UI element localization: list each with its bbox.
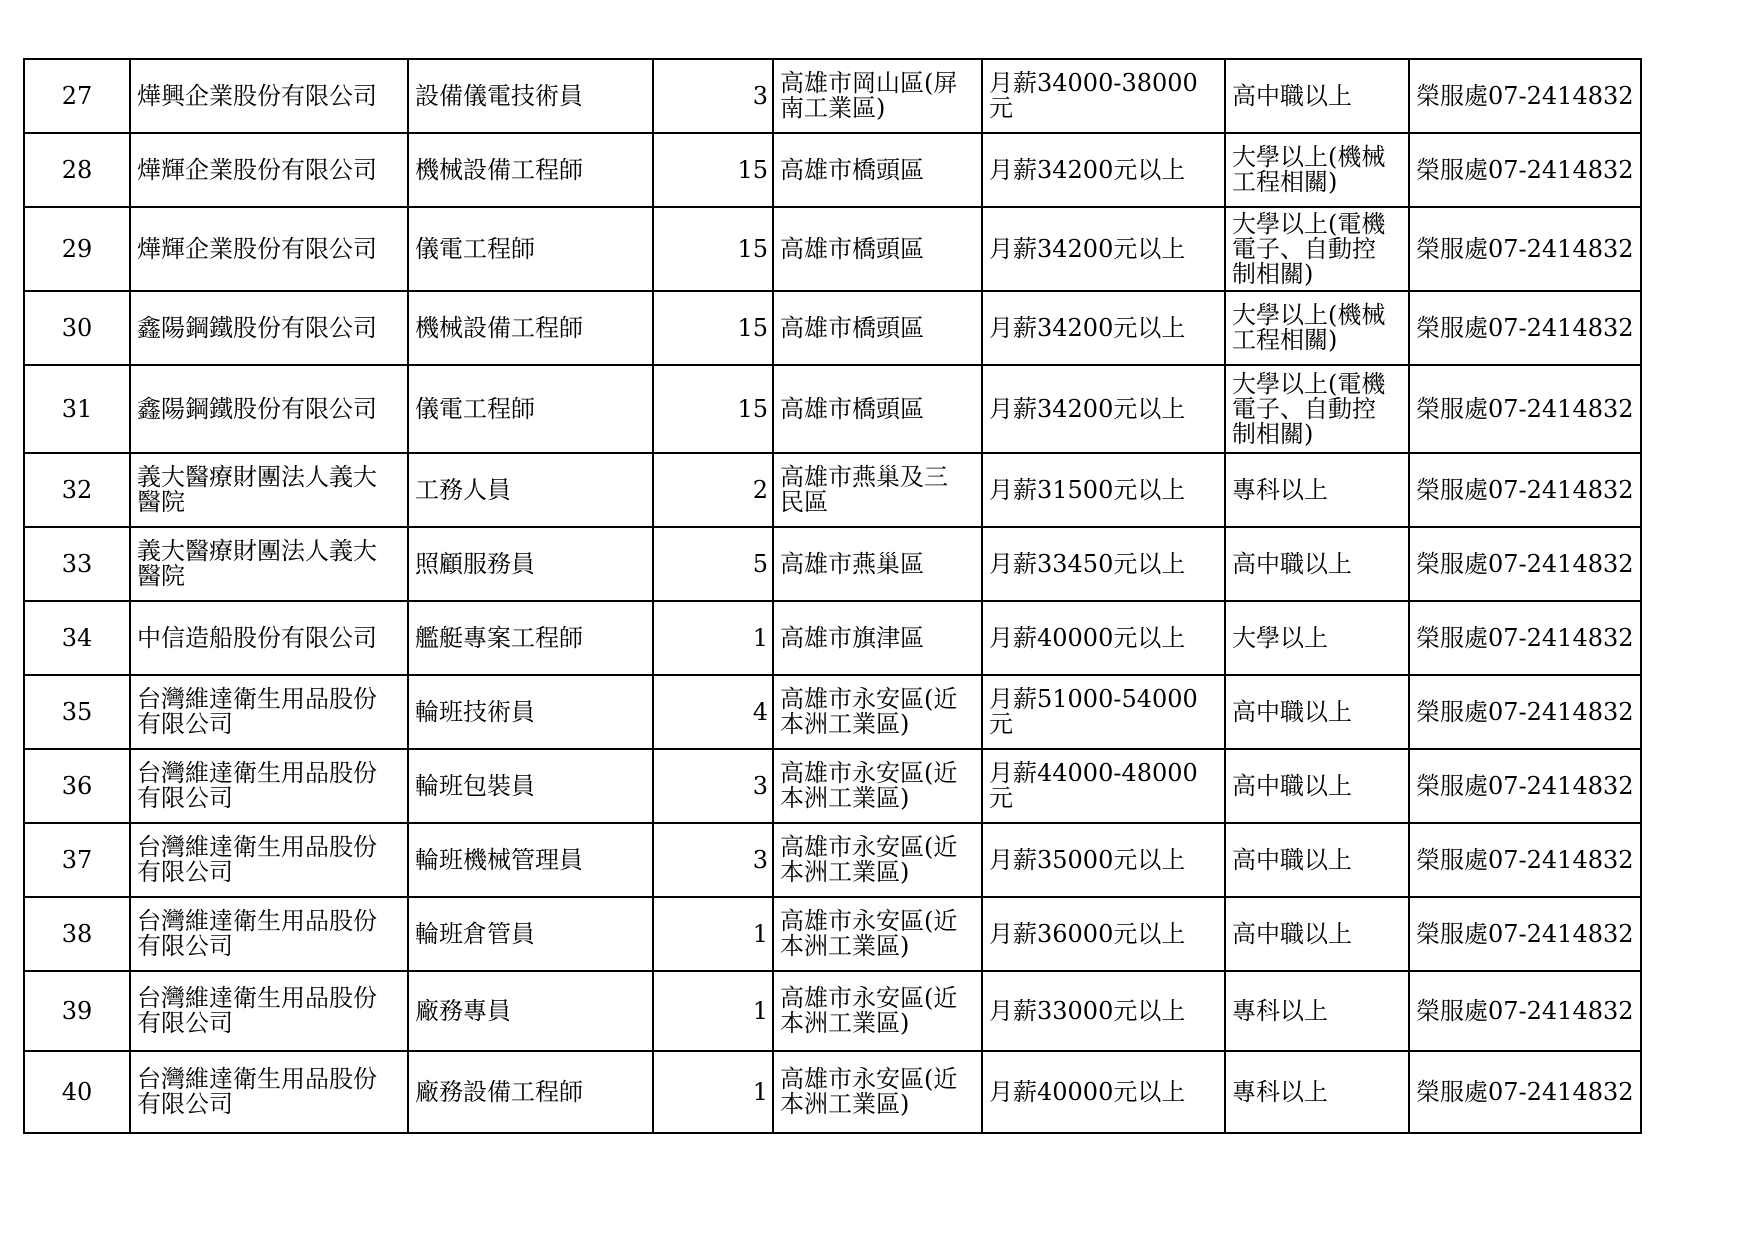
row-number-cell: 36 — [24, 749, 130, 823]
work-location-cell: 高雄市永安區(近 本洲工業區) — [773, 749, 982, 823]
job-title-cell: 輪班機械管理員 — [408, 823, 653, 897]
education-requirement-cell: 大學以上(機械 工程相關) — [1225, 291, 1409, 365]
opening-count-cell: 15 — [653, 133, 773, 207]
company-name-cell: 中信造船股份有限公司 — [130, 601, 408, 675]
row-number-cell: 33 — [24, 527, 130, 601]
job-title-cell: 機械設備工程師 — [408, 291, 653, 365]
row-number-cell: 32 — [24, 453, 130, 527]
work-location-cell: 高雄市橋頭區 — [773, 133, 982, 207]
table-row — [24, 527, 1641, 601]
salary-cell: 月薪34200元以上 — [982, 133, 1225, 207]
contact-info-cell: 榮服處07-2414832 — [1409, 971, 1641, 1051]
table-row — [24, 365, 1641, 453]
company-name-cell: 台灣維達衛生用品股份 有限公司 — [130, 823, 408, 897]
work-location-cell: 高雄市永安區(近 本洲工業區) — [773, 675, 982, 749]
job-title-cell: 廠務專員 — [408, 971, 653, 1051]
job-title-cell: 儀電工程師 — [408, 365, 653, 453]
job-title-cell: 廠務設備工程師 — [408, 1051, 653, 1133]
row-number-cell: 39 — [24, 971, 130, 1051]
row-number-cell: 28 — [24, 133, 130, 207]
table-row — [24, 453, 1641, 527]
job-title-cell: 輪班技術員 — [408, 675, 653, 749]
salary-cell: 月薪34000-38000元 — [982, 59, 1225, 133]
table-row — [24, 823, 1641, 897]
opening-count-cell: 15 — [653, 207, 773, 291]
job-title-cell: 輪班倉管員 — [408, 897, 653, 971]
contact-info-cell: 榮服處07-2414832 — [1409, 291, 1641, 365]
work-location-cell: 高雄市旗津區 — [773, 601, 982, 675]
education-requirement-cell: 專科以上 — [1225, 453, 1409, 527]
contact-info-cell: 榮服處07-2414832 — [1409, 59, 1641, 133]
company-name-cell: 台灣維達衛生用品股份 有限公司 — [130, 749, 408, 823]
row-number-cell: 40 — [24, 1051, 130, 1133]
salary-cell: 月薪51000-54000元 — [982, 675, 1225, 749]
education-requirement-cell: 大學以上(電機 電子、自動控 制相關) — [1225, 365, 1409, 453]
row-number-cell: 29 — [24, 207, 130, 291]
row-number-cell: 37 — [24, 823, 130, 897]
opening-count-cell: 15 — [653, 365, 773, 453]
education-requirement-cell: 高中職以上 — [1225, 675, 1409, 749]
education-requirement-cell: 大學以上(機械 工程相關) — [1225, 133, 1409, 207]
row-number-cell: 31 — [24, 365, 130, 453]
company-name-cell: 台灣維達衛生用品股份 有限公司 — [130, 971, 408, 1051]
contact-info-cell: 榮服處07-2414832 — [1409, 453, 1641, 527]
salary-cell: 月薪44000-48000元 — [982, 749, 1225, 823]
education-requirement-cell: 高中職以上 — [1225, 527, 1409, 601]
education-requirement-cell: 高中職以上 — [1225, 749, 1409, 823]
salary-cell: 月薪36000元以上 — [982, 897, 1225, 971]
work-location-cell: 高雄市永安區(近 本洲工業區) — [773, 897, 982, 971]
opening-count-cell: 4 — [653, 675, 773, 749]
work-location-cell: 高雄市岡山區(屏 南工業區) — [773, 59, 982, 133]
contact-info-cell: 榮服處07-2414832 — [1409, 749, 1641, 823]
salary-cell: 月薪40000元以上 — [982, 601, 1225, 675]
table-row — [24, 207, 1641, 291]
table-row — [24, 601, 1641, 675]
table-row — [24, 749, 1641, 823]
work-location-cell: 高雄市永安區(近 本洲工業區) — [773, 823, 982, 897]
opening-count-cell: 3 — [653, 749, 773, 823]
work-location-cell: 高雄市橋頭區 — [773, 207, 982, 291]
table-row — [24, 675, 1641, 749]
company-name-cell: 燁興企業股份有限公司 — [130, 59, 408, 133]
company-name-cell: 台灣維達衛生用品股份 有限公司 — [130, 675, 408, 749]
contact-info-cell: 榮服處07-2414832 — [1409, 1051, 1641, 1133]
salary-cell: 月薪31500元以上 — [982, 453, 1225, 527]
work-location-cell: 高雄市橋頭區 — [773, 291, 982, 365]
work-location-cell: 高雄市燕巢及三 民區 — [773, 453, 982, 527]
opening-count-cell: 5 — [653, 527, 773, 601]
job-title-cell: 機械設備工程師 — [408, 133, 653, 207]
company-name-cell: 鑫陽鋼鐵股份有限公司 — [130, 291, 408, 365]
contact-info-cell: 榮服處07-2414832 — [1409, 601, 1641, 675]
contact-info-cell: 榮服處07-2414832 — [1409, 675, 1641, 749]
opening-count-cell: 3 — [653, 59, 773, 133]
job-listing-table — [23, 58, 1642, 1134]
table-row — [24, 133, 1641, 207]
row-number-cell: 30 — [24, 291, 130, 365]
row-number-cell: 35 — [24, 675, 130, 749]
salary-cell: 月薪33450元以上 — [982, 527, 1225, 601]
table-row — [24, 1051, 1641, 1133]
contact-info-cell: 榮服處07-2414832 — [1409, 133, 1641, 207]
row-number-cell: 38 — [24, 897, 130, 971]
opening-count-cell: 1 — [653, 1051, 773, 1133]
opening-count-cell: 1 — [653, 971, 773, 1051]
job-title-cell: 工務人員 — [408, 453, 653, 527]
education-requirement-cell: 高中職以上 — [1225, 59, 1409, 133]
salary-cell: 月薪40000元以上 — [982, 1051, 1225, 1133]
company-name-cell: 台灣維達衛生用品股份 有限公司 — [130, 1051, 408, 1133]
education-requirement-cell: 高中職以上 — [1225, 897, 1409, 971]
opening-count-cell: 1 — [653, 897, 773, 971]
work-location-cell: 高雄市燕巢區 — [773, 527, 982, 601]
contact-info-cell: 榮服處07-2414832 — [1409, 207, 1641, 291]
table-row — [24, 971, 1641, 1051]
opening-count-cell: 1 — [653, 601, 773, 675]
job-title-cell: 艦艇專案工程師 — [408, 601, 653, 675]
education-requirement-cell: 專科以上 — [1225, 1051, 1409, 1133]
education-requirement-cell: 高中職以上 — [1225, 823, 1409, 897]
work-location-cell: 高雄市永安區(近 本洲工業區) — [773, 971, 982, 1051]
row-number-cell: 34 — [24, 601, 130, 675]
education-requirement-cell: 專科以上 — [1225, 971, 1409, 1051]
salary-cell: 月薪33000元以上 — [982, 971, 1225, 1051]
company-name-cell: 台灣維達衛生用品股份 有限公司 — [130, 897, 408, 971]
work-location-cell: 高雄市永安區(近 本洲工業區) — [773, 1051, 982, 1133]
education-requirement-cell: 大學以上(電機 電子、自動控 制相關) — [1225, 207, 1409, 291]
salary-cell: 月薪35000元以上 — [982, 823, 1225, 897]
opening-count-cell: 2 — [653, 453, 773, 527]
company-name-cell: 燁輝企業股份有限公司 — [130, 133, 408, 207]
company-name-cell: 燁輝企業股份有限公司 — [130, 207, 408, 291]
education-requirement-cell: 大學以上 — [1225, 601, 1409, 675]
company-name-cell: 鑫陽鋼鐵股份有限公司 — [130, 365, 408, 453]
company-name-cell: 義大醫療財團法人義大 醫院 — [130, 527, 408, 601]
work-location-cell: 高雄市橋頭區 — [773, 365, 982, 453]
table-row — [24, 897, 1641, 971]
job-title-cell: 照顧服務員 — [408, 527, 653, 601]
company-name-cell: 義大醫療財團法人義大 醫院 — [130, 453, 408, 527]
job-title-cell: 設備儀電技術員 — [408, 59, 653, 133]
contact-info-cell: 榮服處07-2414832 — [1409, 527, 1641, 601]
table-row — [24, 59, 1641, 133]
opening-count-cell: 15 — [653, 291, 773, 365]
job-title-cell: 儀電工程師 — [408, 207, 653, 291]
table-row — [24, 291, 1641, 365]
salary-cell: 月薪34200元以上 — [982, 207, 1225, 291]
contact-info-cell: 榮服處07-2414832 — [1409, 365, 1641, 453]
job-title-cell: 輪班包裝員 — [408, 749, 653, 823]
contact-info-cell: 榮服處07-2414832 — [1409, 897, 1641, 971]
opening-count-cell: 3 — [653, 823, 773, 897]
contact-info-cell: 榮服處07-2414832 — [1409, 823, 1641, 897]
row-number-cell: 27 — [24, 59, 130, 133]
salary-cell: 月薪34200元以上 — [982, 291, 1225, 365]
salary-cell: 月薪34200元以上 — [982, 365, 1225, 453]
